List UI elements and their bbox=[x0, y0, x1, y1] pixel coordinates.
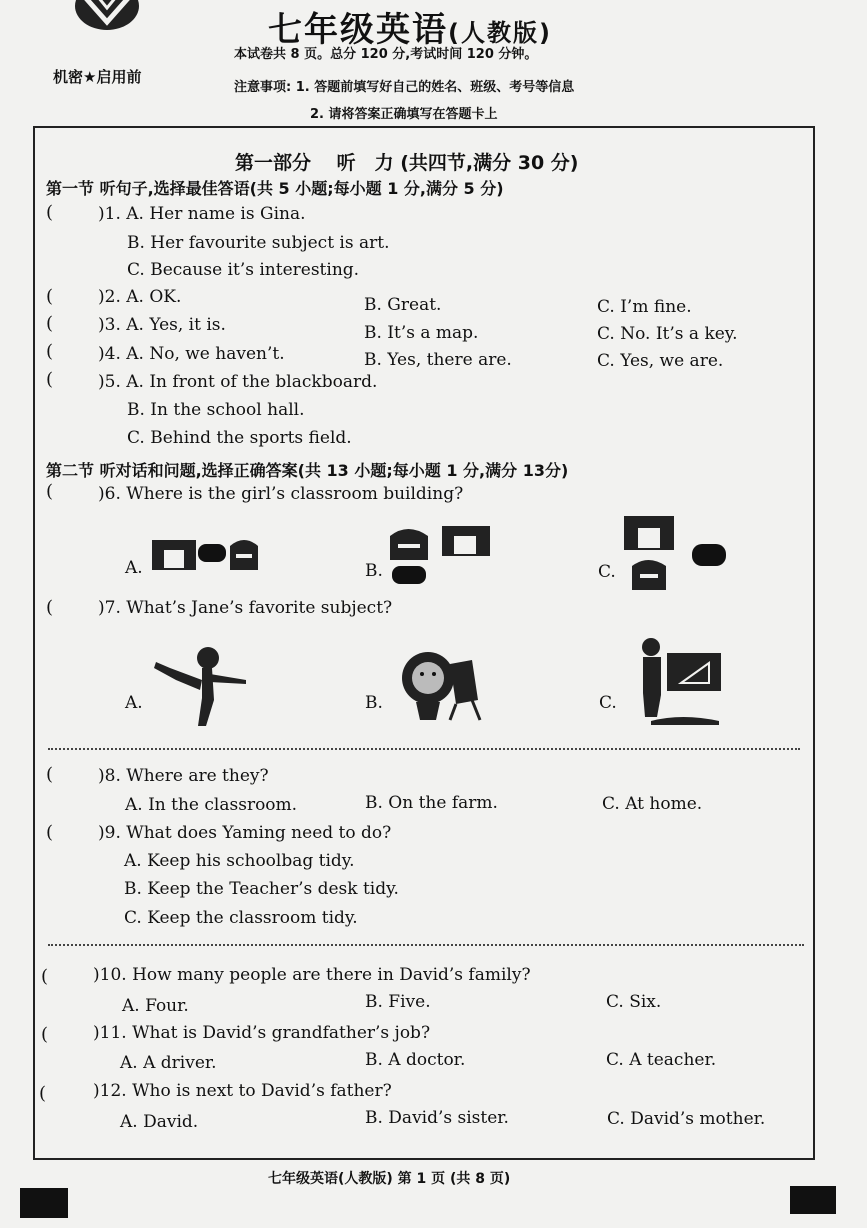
q2-option-c: C. I’m fine. bbox=[597, 297, 692, 317]
answer-paren[interactable]: ( bbox=[46, 341, 54, 362]
q4-option-b: B. Yes, there are. bbox=[364, 350, 512, 370]
q6-option-a-label: A. bbox=[125, 558, 143, 578]
question-10: )10. How many people are there in David’s family? bbox=[93, 965, 531, 985]
dotted-divider bbox=[48, 944, 804, 946]
page-footer: 七年级英语(人教版) 第 1 页 (共 8 页) bbox=[268, 1171, 511, 1187]
answer-paren[interactable]: ( bbox=[41, 966, 49, 987]
question-12: )12. Who is next to David’s father? bbox=[93, 1081, 392, 1101]
answer-paren[interactable]: ( bbox=[41, 1024, 49, 1045]
answer-paren[interactable]: ( bbox=[46, 822, 54, 843]
question-4: )4. A. No, we haven’t. bbox=[98, 344, 285, 364]
pe-girl-image bbox=[150, 640, 248, 730]
school-logo bbox=[72, 0, 142, 38]
q10-option-a: A. Four. bbox=[122, 996, 189, 1016]
section-1-heading: 第一节 听句子,选择最佳答语(共 5 小题;每小题 1 分,满分 5 分) bbox=[46, 179, 504, 198]
q8-option-b: B. On the farm. bbox=[365, 793, 498, 813]
question-7: )7. What’s Jane’s favorite subject? bbox=[98, 598, 393, 618]
q9-option-c: C. Keep the classroom tidy. bbox=[124, 908, 358, 928]
q5-option-b: B. In the school hall. bbox=[127, 400, 305, 420]
question-3: )3. A. Yes, it is. bbox=[98, 315, 226, 335]
notice-line-2: 2. 请将答案正确填写在答题卡上 bbox=[310, 107, 498, 122]
q9-option-b: B. Keep the Teacher’s desk tidy. bbox=[124, 879, 399, 899]
q9-option-a: A. Keep his schoolbag tidy. bbox=[124, 851, 355, 871]
q8-option-a: A. In the classroom. bbox=[125, 795, 298, 815]
q3-option-c: C. No. It’s a key. bbox=[597, 324, 738, 344]
exam-title: 七年级英语(人教版) bbox=[268, 10, 552, 50]
art-girl-image bbox=[400, 640, 484, 722]
question-2: )2. A. OK. bbox=[98, 287, 182, 307]
q2-option-b: B. Great. bbox=[364, 295, 442, 315]
answer-paren[interactable]: ( bbox=[46, 597, 54, 618]
part-title: 第一部分 听 力 (共四节,满分 30 分) bbox=[235, 152, 579, 174]
map-b-image bbox=[388, 522, 494, 586]
q6-option-c-label: C. bbox=[598, 562, 616, 582]
q11-option-a: A. A driver. bbox=[120, 1053, 217, 1073]
q10-option-b: B. Five. bbox=[365, 992, 431, 1012]
q8-option-c: C. At home. bbox=[602, 794, 703, 814]
question-8: )8. Where are they? bbox=[98, 766, 269, 786]
q7-option-a-label: A. bbox=[125, 693, 143, 713]
q12-option-c: C. David’s mother. bbox=[607, 1109, 766, 1129]
scan-marker-right bbox=[790, 1186, 836, 1214]
answer-paren[interactable]: ( bbox=[46, 202, 54, 223]
math-teacher-image bbox=[637, 633, 727, 725]
map-a-image bbox=[150, 532, 262, 574]
answer-paren[interactable]: ( bbox=[39, 1083, 47, 1104]
q12-option-b: B. David’s sister. bbox=[365, 1108, 509, 1128]
q3-option-b: B. It’s a map. bbox=[364, 323, 479, 343]
answer-paren[interactable]: ( bbox=[46, 764, 54, 785]
q10-option-c: C. Six. bbox=[606, 992, 662, 1012]
map-c-image bbox=[622, 514, 730, 592]
answer-paren[interactable]: ( bbox=[46, 481, 54, 502]
dotted-divider bbox=[48, 748, 800, 750]
section-2-heading: 第二节 听对话和问题,选择正确答案(共 13 小题;每小题 1 分,满分 13分) bbox=[46, 461, 569, 480]
q11-option-b: B. A doctor. bbox=[365, 1050, 466, 1070]
question-1: )1. A. Her name is Gina. bbox=[98, 204, 306, 224]
confidential-label: 机密★启用前 bbox=[53, 68, 142, 86]
answer-paren[interactable]: ( bbox=[46, 369, 54, 390]
question-6: )6. Where is the girl’s classroom building? bbox=[98, 484, 464, 504]
q6-option-b-label: B. bbox=[365, 561, 383, 581]
question-5: )5. A. In front of the blackboard. bbox=[98, 372, 378, 392]
q1-option-b: B. Her favourite subject is art. bbox=[127, 233, 390, 253]
q5-option-c: C. Behind the sports field. bbox=[127, 428, 352, 448]
answer-paren[interactable]: ( bbox=[46, 286, 54, 307]
scan-marker-left bbox=[20, 1188, 68, 1218]
question-9: )9. What does Yaming need to do? bbox=[98, 823, 392, 843]
q7-option-c-label: C. bbox=[599, 693, 617, 713]
exam-edition: (人教版) bbox=[448, 19, 552, 47]
q1-option-c: C. Because it’s interesting. bbox=[127, 260, 360, 280]
notice-line-1: 注意事项: 1. 答题前填写好自己的姓名、班级、考号等信息 bbox=[234, 80, 575, 95]
exam-info-line: 本试卷共 8 页。总分 120 分,考试时间 120 分钟。 bbox=[234, 47, 538, 62]
q4-option-c: C. Yes, we are. bbox=[597, 351, 724, 371]
q11-option-c: C. A teacher. bbox=[606, 1050, 717, 1070]
answer-paren[interactable]: ( bbox=[46, 313, 54, 334]
q12-option-a: A. David. bbox=[120, 1112, 199, 1132]
question-11: )11. What is David’s grandfather’s job? bbox=[93, 1023, 431, 1043]
q7-option-b-label: B. bbox=[365, 693, 383, 713]
